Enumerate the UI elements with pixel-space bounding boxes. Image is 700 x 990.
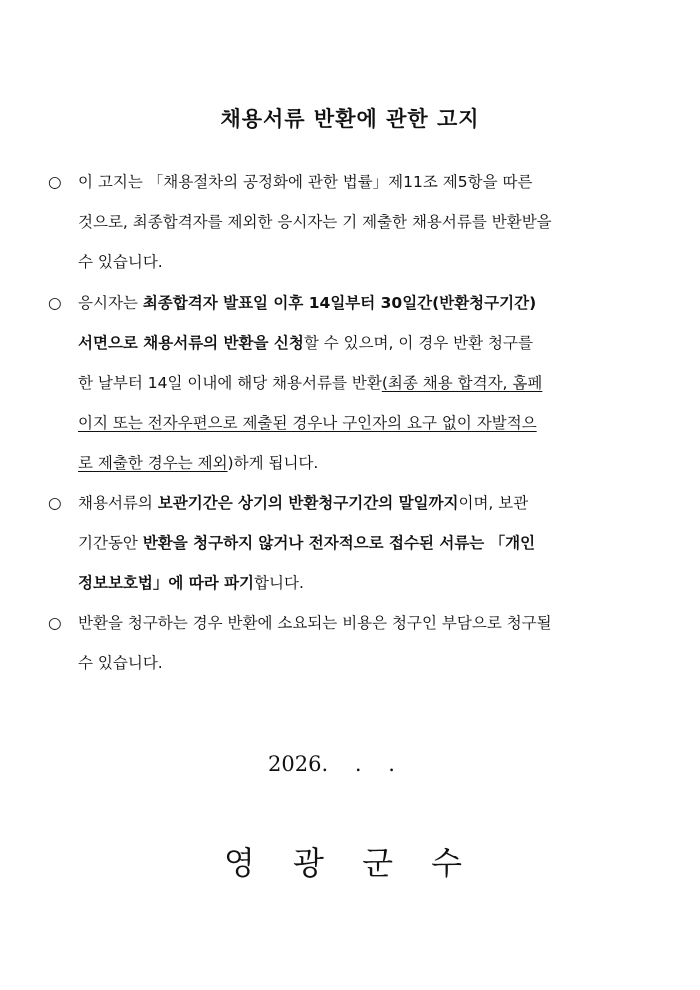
notice-line: [78, 207, 552, 237]
notice-text: 최종합격자 발표일 이후 14일부터 30일간(반환청구기간): [142, 294, 537, 312]
notice-text: 수 있습니다.: [78, 253, 163, 271]
notice-text: (최종 채용 합격자, 홈페: [381, 374, 543, 392]
notice-line: [78, 528, 535, 558]
notice-text: 할 수 있으며, 이 경우 반환 청구를: [303, 334, 533, 352]
notice-text: 이 고지는 「채용절차의 공정화에 관한 법률」제11조 제5항을 따른: [78, 173, 533, 191]
notice-line: [48, 608, 552, 638]
notice-text: 보관기간은 상기의 반환청구기간의 말일까지: [157, 494, 459, 512]
circle-bullet-icon: ○: [48, 294, 62, 312]
notice-text: 것으로, 최종합격자를 제외한 응시자는 기 제출한 채용서류를 반환받을: [78, 213, 552, 231]
notice-text: 이지 또는 전자우편으로 제출된 경우나 구인자의 요구 없이 자발적으: [78, 414, 537, 432]
notice-text: 채용서류의: [78, 494, 158, 512]
notice-line: [78, 448, 318, 478]
notice-text: 이며, 보관: [458, 494, 529, 512]
notice-text: 로 제출한 경우는 제외: [78, 454, 228, 472]
notice-line: [48, 288, 536, 318]
notice-text: 서면으로 채용서류의 반환을 신청: [78, 334, 304, 352]
notice-text: 반환을 청구하는 경우 반환에 소요되는 비용은 청구인 부담으로 청구될: [78, 614, 552, 632]
notice-title: 채용서류 반환에 관한 고지: [220, 107, 480, 131]
notice-line: [78, 648, 163, 678]
notice-text: 정보보호법」에 따라 파기: [78, 574, 255, 592]
circle-bullet-icon: ○: [48, 614, 62, 632]
notice-text: 응시자는: [78, 294, 143, 312]
notice-line: [48, 167, 532, 197]
notice-text: 반환을 청구하지 않거나 전자적으로 접수된 서류는 「개인: [142, 534, 536, 552]
notice-line: [48, 488, 528, 518]
notice-text: 기간동안: [78, 534, 143, 552]
notice-line: [78, 408, 537, 438]
date-line: 2026. . .: [268, 752, 395, 776]
notice-line: [78, 247, 163, 277]
signer-name: 영 광 군 수: [223, 844, 477, 882]
circle-bullet-icon: ○: [48, 494, 62, 512]
notice-text: )하게 됩니다.: [227, 454, 319, 472]
notice-line: [78, 328, 533, 358]
circle-bullet-icon: ○: [48, 173, 62, 191]
notice-line: [78, 568, 304, 598]
notice-text: 한 날부터 14일 이내에 해당 채용서류를 반환: [78, 374, 382, 392]
notice-line: [78, 368, 542, 398]
notice-text: 수 있습니다.: [78, 654, 163, 672]
notice-text: 합니다.: [254, 574, 304, 592]
